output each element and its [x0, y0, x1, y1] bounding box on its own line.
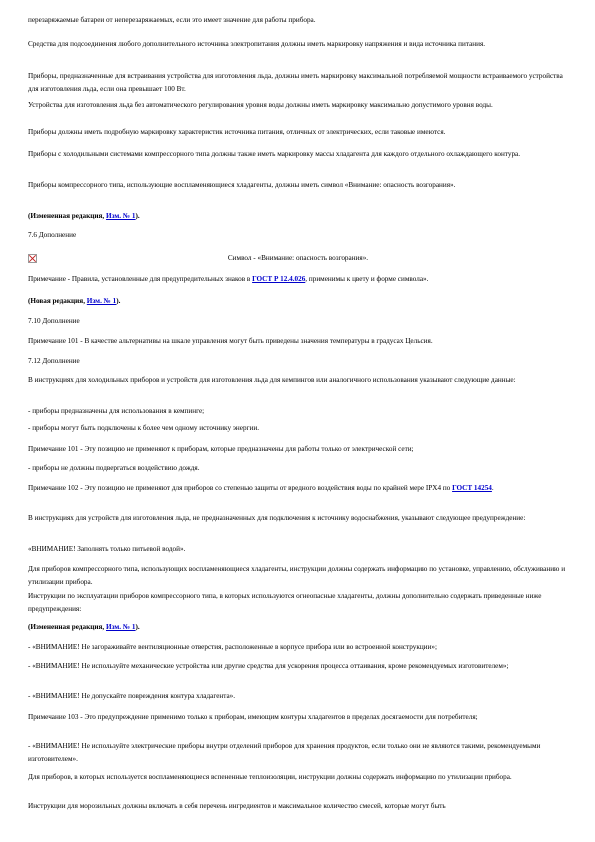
paragraph: Инструкции для морозильных должны включать в себя перечень ингредиентов и максимальное количество смесей, которые могут быть [28, 802, 446, 810]
note-prefix: Примечание - Правила, установленные для предупредительных знаков в [28, 275, 253, 283]
amendment-note [28, 295, 568, 308]
paragraph: Приборы компрессорного типа, использующие воспламеняющиеся хладагенты, должны иметь символ «Внимание: опасность возгорания». [28, 181, 456, 189]
gost-r-12-4-026-link[interactable]: ГОСТ Р 12.4.026 [252, 275, 306, 283]
amendment-link[interactable]: Изм. № 1 [105, 212, 136, 220]
amendment-prefix: (Измененная редакция, [28, 623, 106, 631]
paragraph: Для приборов компрессорного типа, использующих воспламеняющиеся хладагенты, инструкции должны содержать информацию по установке, управлению, обслуживанию и утилизации прибора. [28, 565, 566, 586]
warning-item: - «ВНИМАНИЕ! Не используйте механические устройства или другие средства для ускорения процесса оттаивания, кроме рекомендуемых изготовителем»; [28, 662, 509, 670]
amendment-prefix: (Новая редакция, [28, 297, 87, 305]
section-heading: 7.10 Дополнение [28, 317, 80, 325]
note-paragraph [28, 273, 568, 286]
note-prefix: Примечание 102 - Эту позицию не применяют для приборов со степенью защиты от вредного воздействия воды по крайней мере IPX4 по [28, 484, 453, 492]
paragraph: Инструкции по эксплуатации приборов компрессорного типа, в которых используются огнеопасные хладагенты, должны дополнительно содержать приведенные ниже предупреждения: [28, 592, 542, 613]
note-suffix: . [491, 484, 494, 492]
note-paragraph: Примечание 101 - В качестве альтернативы на шкале управления могут быть приведены значения температуры в градусах Цельсия. [28, 337, 433, 345]
amendment-link[interactable]: Изм. № 1 [105, 623, 136, 631]
gost-14254-link[interactable]: ГОСТ 14254 [452, 484, 492, 492]
paragraph: Средства для подсоединения любого дополнительного источника электропитания должны иметь маркировку напряжения и вида источника питания. [28, 40, 486, 48]
paragraph: Приборы с холодильными системами компрессорного типа должны также иметь маркировку массы хладагента для каждого отдельного охлаждающего контура. [28, 150, 521, 158]
section-heading: 7.12 Дополнение [28, 357, 80, 365]
amendment-suffix: ). [116, 297, 121, 305]
symbol-caption: Символ - «Внимание: опасность возгорания». [227, 254, 369, 262]
paragraph: Устройства для изготовления льда без автоматического регулирования уровня воды должны иметь маркировку максимально допустимого уровня воды. [28, 101, 493, 109]
warning-item: - «ВНИМАНИЕ! Не допускайте повреждения контура хладагента». [28, 692, 236, 700]
list-item: - приборы могут быть подключены к более чем одному источнику энергии. [28, 424, 259, 432]
note-suffix: , применимы к цвету и форме символа». [305, 275, 429, 283]
warning-text: «ВНИМАНИЕ! Заполнять только питьевой водой». [28, 545, 186, 553]
amendment-note [28, 210, 568, 223]
list-item: - приборы не должны подвергаться воздействию дождя. [28, 464, 200, 472]
paragraph: В инструкциях для устройств для изготовления льда, не предназначенных для подключения к источнику водоснабжения, указывают следующее предупреждение: [28, 514, 526, 522]
amendment-link[interactable]: Изм. № 1 [86, 297, 117, 305]
section-heading: 7.6 Дополнение [28, 231, 77, 239]
paragraph: Приборы, предназначенные для встраивания устройства для изготовления льда, должны иметь маркировку максимальной потребляемой мощности встраиваемого устройства для изготовления льда, если она превышает 100 Вт. [28, 72, 563, 93]
paragraph: перезаряжаемые батареи от неперезаряжаемых, если это имеет значение для работы прибора. [28, 16, 316, 24]
warning-item: - «ВНИМАНИЕ! Не загораживайте вентиляционные отверстия, расположенные в корпусе прибора или во встроенной конструкции»; [28, 643, 437, 651]
warning-item: - «ВНИМАНИЕ! Не используйте электрические приборы внутри отделений приборов для хранения продуктов, если только они не являются такими, рекомендуемыми изготовителем». [28, 742, 541, 763]
paragraph: Приборы должны иметь подробную маркировку характеристик источника питания, отличных от электрических, если таковые имеются. [28, 128, 446, 136]
list-item: - приборы предназначены для использования в кемпинге; [28, 407, 205, 415]
paragraph: В инструкциях для холодильных приборов и устройств для изготовления льда для кемпингов или аналогичного использования указывают следующие данные: [28, 376, 516, 384]
amendment-suffix: ). [135, 212, 140, 220]
amendment-prefix: (Измененная редакция, [28, 212, 106, 220]
note-paragraph: Примечание 101 - Эту позицию не применяют к приборам, которые предназначены для работы только от электрической сети; [28, 445, 414, 453]
paragraph: Для приборов, в которых используется воспламеняющиеся вспененные теплоизоляции, инструкции должны содержать информацию по утилизации прибора. [28, 773, 512, 781]
amendment-suffix: ). [135, 623, 140, 631]
amendment-note [28, 621, 568, 634]
note-paragraph: Примечание 103 - Это предупреждение применимо только к приборам, имеющим контуры хладагентов в пределах досягаемости для потребителя; [28, 713, 478, 721]
note-paragraph [28, 482, 568, 495]
